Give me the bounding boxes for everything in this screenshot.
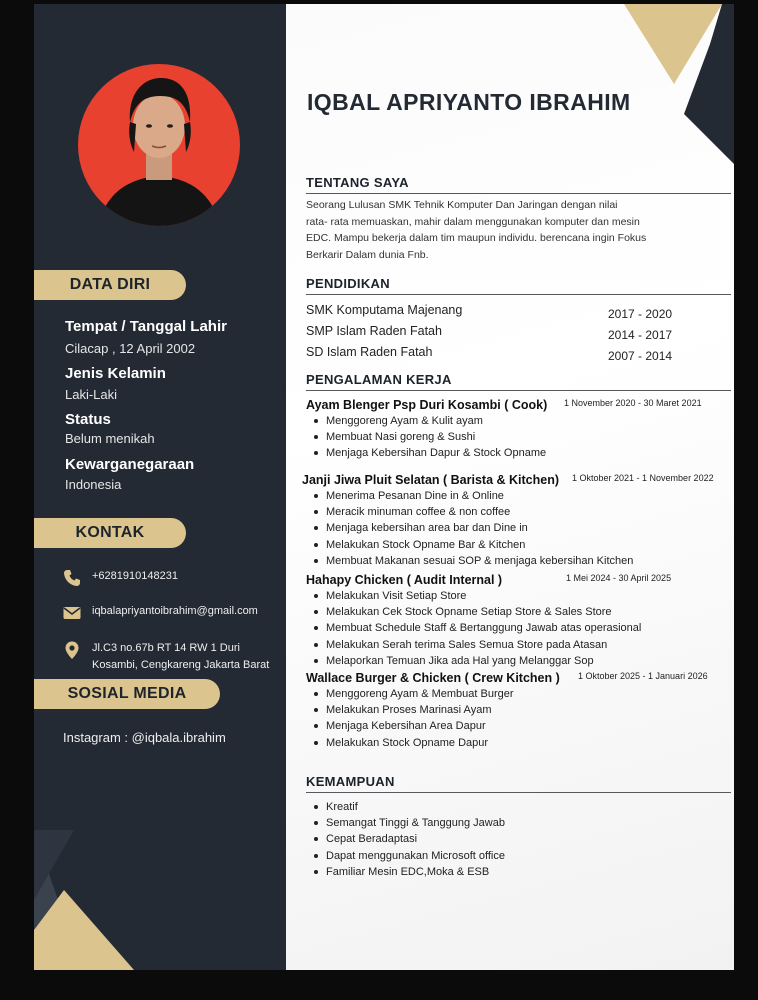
nationality-label: Kewarganegaraan <box>65 456 195 473</box>
task-item: Membuat Nasi goreng & Sushi <box>326 429 734 445</box>
address-text <box>92 640 269 674</box>
phone-icon <box>62 568 82 588</box>
job-title: Hahapy Chicken ( Audit Internal ) <box>306 573 503 587</box>
education-header: PENDIDIKAN <box>306 276 731 295</box>
status-value: Belum menikah <box>65 431 155 446</box>
profile-photo <box>78 64 240 226</box>
about-header: TENTANG SAYA <box>306 175 731 194</box>
job-tasks <box>306 588 734 669</box>
task-item: Melakukan Stock Opname Dapur <box>326 735 734 751</box>
decorative-corner <box>624 4 734 164</box>
job-date: 1 Mei 2024 - 30 April 2025 <box>566 573 672 583</box>
job-entry <box>306 571 734 669</box>
job-date: 1 Oktober 2025 - 1 Januari 2026 <box>578 671 708 681</box>
education-item <box>306 345 731 366</box>
experience-header: PENGALAMAN KERJA <box>306 372 731 391</box>
task-item: Melakukan Serah terima Sales Semua Store pada Atasan <box>326 637 734 653</box>
task-item: Melakukan Stock Opname Bar & Kitchen <box>326 537 732 553</box>
skill-item: Dapat menggunakan Microsoft office <box>326 848 731 864</box>
birth-label: Tempat / Tanggal Lahir <box>65 318 227 335</box>
full-name: IQBAL APRIYANTO IBRAHIM <box>307 89 631 115</box>
location-pin-icon <box>62 640 82 660</box>
skill-item: Familiar Mesin EDC,Moka & ESB <box>326 864 731 880</box>
task-item: Membuat Makanan sesuai SOP & menjaga kebersihan Kitchen <box>326 553 732 569</box>
section-experience <box>306 372 731 391</box>
task-item: Menggoreng Ayam & Membuat Burger <box>326 686 734 702</box>
job-tasks <box>306 686 734 751</box>
job-title: Janji Jiwa Pluit Selatan ( Barista & Kitchen) <box>302 473 560 487</box>
school-name: SMK Komputama Majenang <box>306 303 463 317</box>
job-title: Ayam Blenger Psp Duri Kosambi ( Cook) <box>306 398 548 412</box>
job-date: 1 Oktober 2021 - 1 November 2022 <box>572 473 714 483</box>
about-line: rata- rata memuaskan, mahir dalam menggunakan komputer dan mesin <box>306 215 640 228</box>
mail-icon <box>62 603 82 623</box>
task-item: Menjaga kebersihan area bar dan Dine in <box>326 520 732 536</box>
job-date: 1 November 2020 - 30 Maret 2021 <box>564 398 702 408</box>
decorative-triangles <box>34 830 286 970</box>
task-item: Melakukan Visit Setiap Store <box>326 588 734 604</box>
phone-number[interactable]: +6281910148231 <box>92 570 178 582</box>
gender-value: Laki-Laki <box>65 387 118 402</box>
school-name: SD Islam Raden Fatah <box>306 345 433 359</box>
task-item: Menerima Pesanan Dine in & Online <box>326 488 732 504</box>
job-tasks <box>302 488 732 569</box>
skill-item: Semangat Tinggi & Tanggung Jawab <box>326 815 731 831</box>
sosial-media-header: SOSIAL MEDIA <box>34 679 220 709</box>
task-item: Meracik minuman coffee & non coffee <box>326 504 732 520</box>
task-item: Menggoreng Ayam & Kulit ayam <box>326 413 734 429</box>
instagram-handle[interactable]: Instagram : @iqbala.ibrahim <box>63 730 226 745</box>
about-line: EDC. Mampu bekerja dalam tim maupun individu. berencana ingin Fokus <box>306 232 647 244</box>
task-item: Menjaga Kebersihan Dapur & Stock Opname <box>326 445 734 461</box>
task-item: Melaporkan Temuan Jika ada Hal yang Melanggar Sop <box>326 653 734 669</box>
gender-label: Jenis Kelamin <box>65 365 166 382</box>
status-label: Status <box>65 411 111 428</box>
nationality-value: Indonesia <box>65 477 122 492</box>
data-diri-header: DATA DIRI <box>34 270 186 300</box>
job-entry <box>302 471 732 569</box>
address-line-1: Jl.C3 no.67b RT 14 RW 1 Duri <box>92 642 240 654</box>
job-tasks <box>306 413 734 462</box>
school-years: 2014 - 2017 <box>608 328 673 342</box>
job-entry <box>306 669 734 751</box>
task-item: Menjaga Kebersihan Area Dapur <box>326 718 734 734</box>
address-line-2: Kosambi, Cengkareng Jakarta Barat <box>92 659 270 671</box>
contact-phone <box>62 568 178 588</box>
kontak-header: KONTAK <box>34 518 186 548</box>
section-skills <box>306 774 731 880</box>
education-item <box>306 303 731 324</box>
main-content <box>286 4 734 970</box>
sidebar <box>34 4 286 970</box>
task-item: Membuat Schedule Staff & Bertanggung Jawab atas operasional <box>326 620 734 636</box>
job-title: Wallace Burger & Chicken ( Crew Kitchen ) <box>306 671 560 685</box>
about-text <box>306 197 731 263</box>
school-years: 2007 - 2014 <box>608 349 673 363</box>
school-name: SMP Islam Raden Fatah <box>306 324 442 338</box>
about-line: Berkarir Dalam dunia Fnb. <box>306 248 429 261</box>
skill-item: Kreatif <box>326 799 731 815</box>
skills-list <box>306 799 731 880</box>
skills-header: KEMAMPUAN <box>306 774 731 793</box>
school-years: 2017 - 2020 <box>608 307 673 321</box>
task-item: Melakukan Cek Stock Opname Setiap Store & Sales Store <box>326 604 734 620</box>
contact-address <box>62 640 269 674</box>
email-address[interactable]: iqbalapriyantoibrahim@gmail.com <box>92 605 258 617</box>
education-item <box>306 324 731 345</box>
about-line: Seorang Lulusan SMK Tehnik Komputer Dan Jaringan dengan nilai <box>306 199 618 211</box>
section-about <box>306 175 731 263</box>
job-entry <box>306 396 734 462</box>
section-education <box>306 276 731 366</box>
birth-value: Cilacap , 12 April 2002 <box>65 341 196 356</box>
task-item: Melakukan Proses Marinasi Ayam <box>326 702 734 718</box>
skill-item: Cepat Beradaptasi <box>326 831 731 847</box>
contact-email <box>62 603 258 623</box>
